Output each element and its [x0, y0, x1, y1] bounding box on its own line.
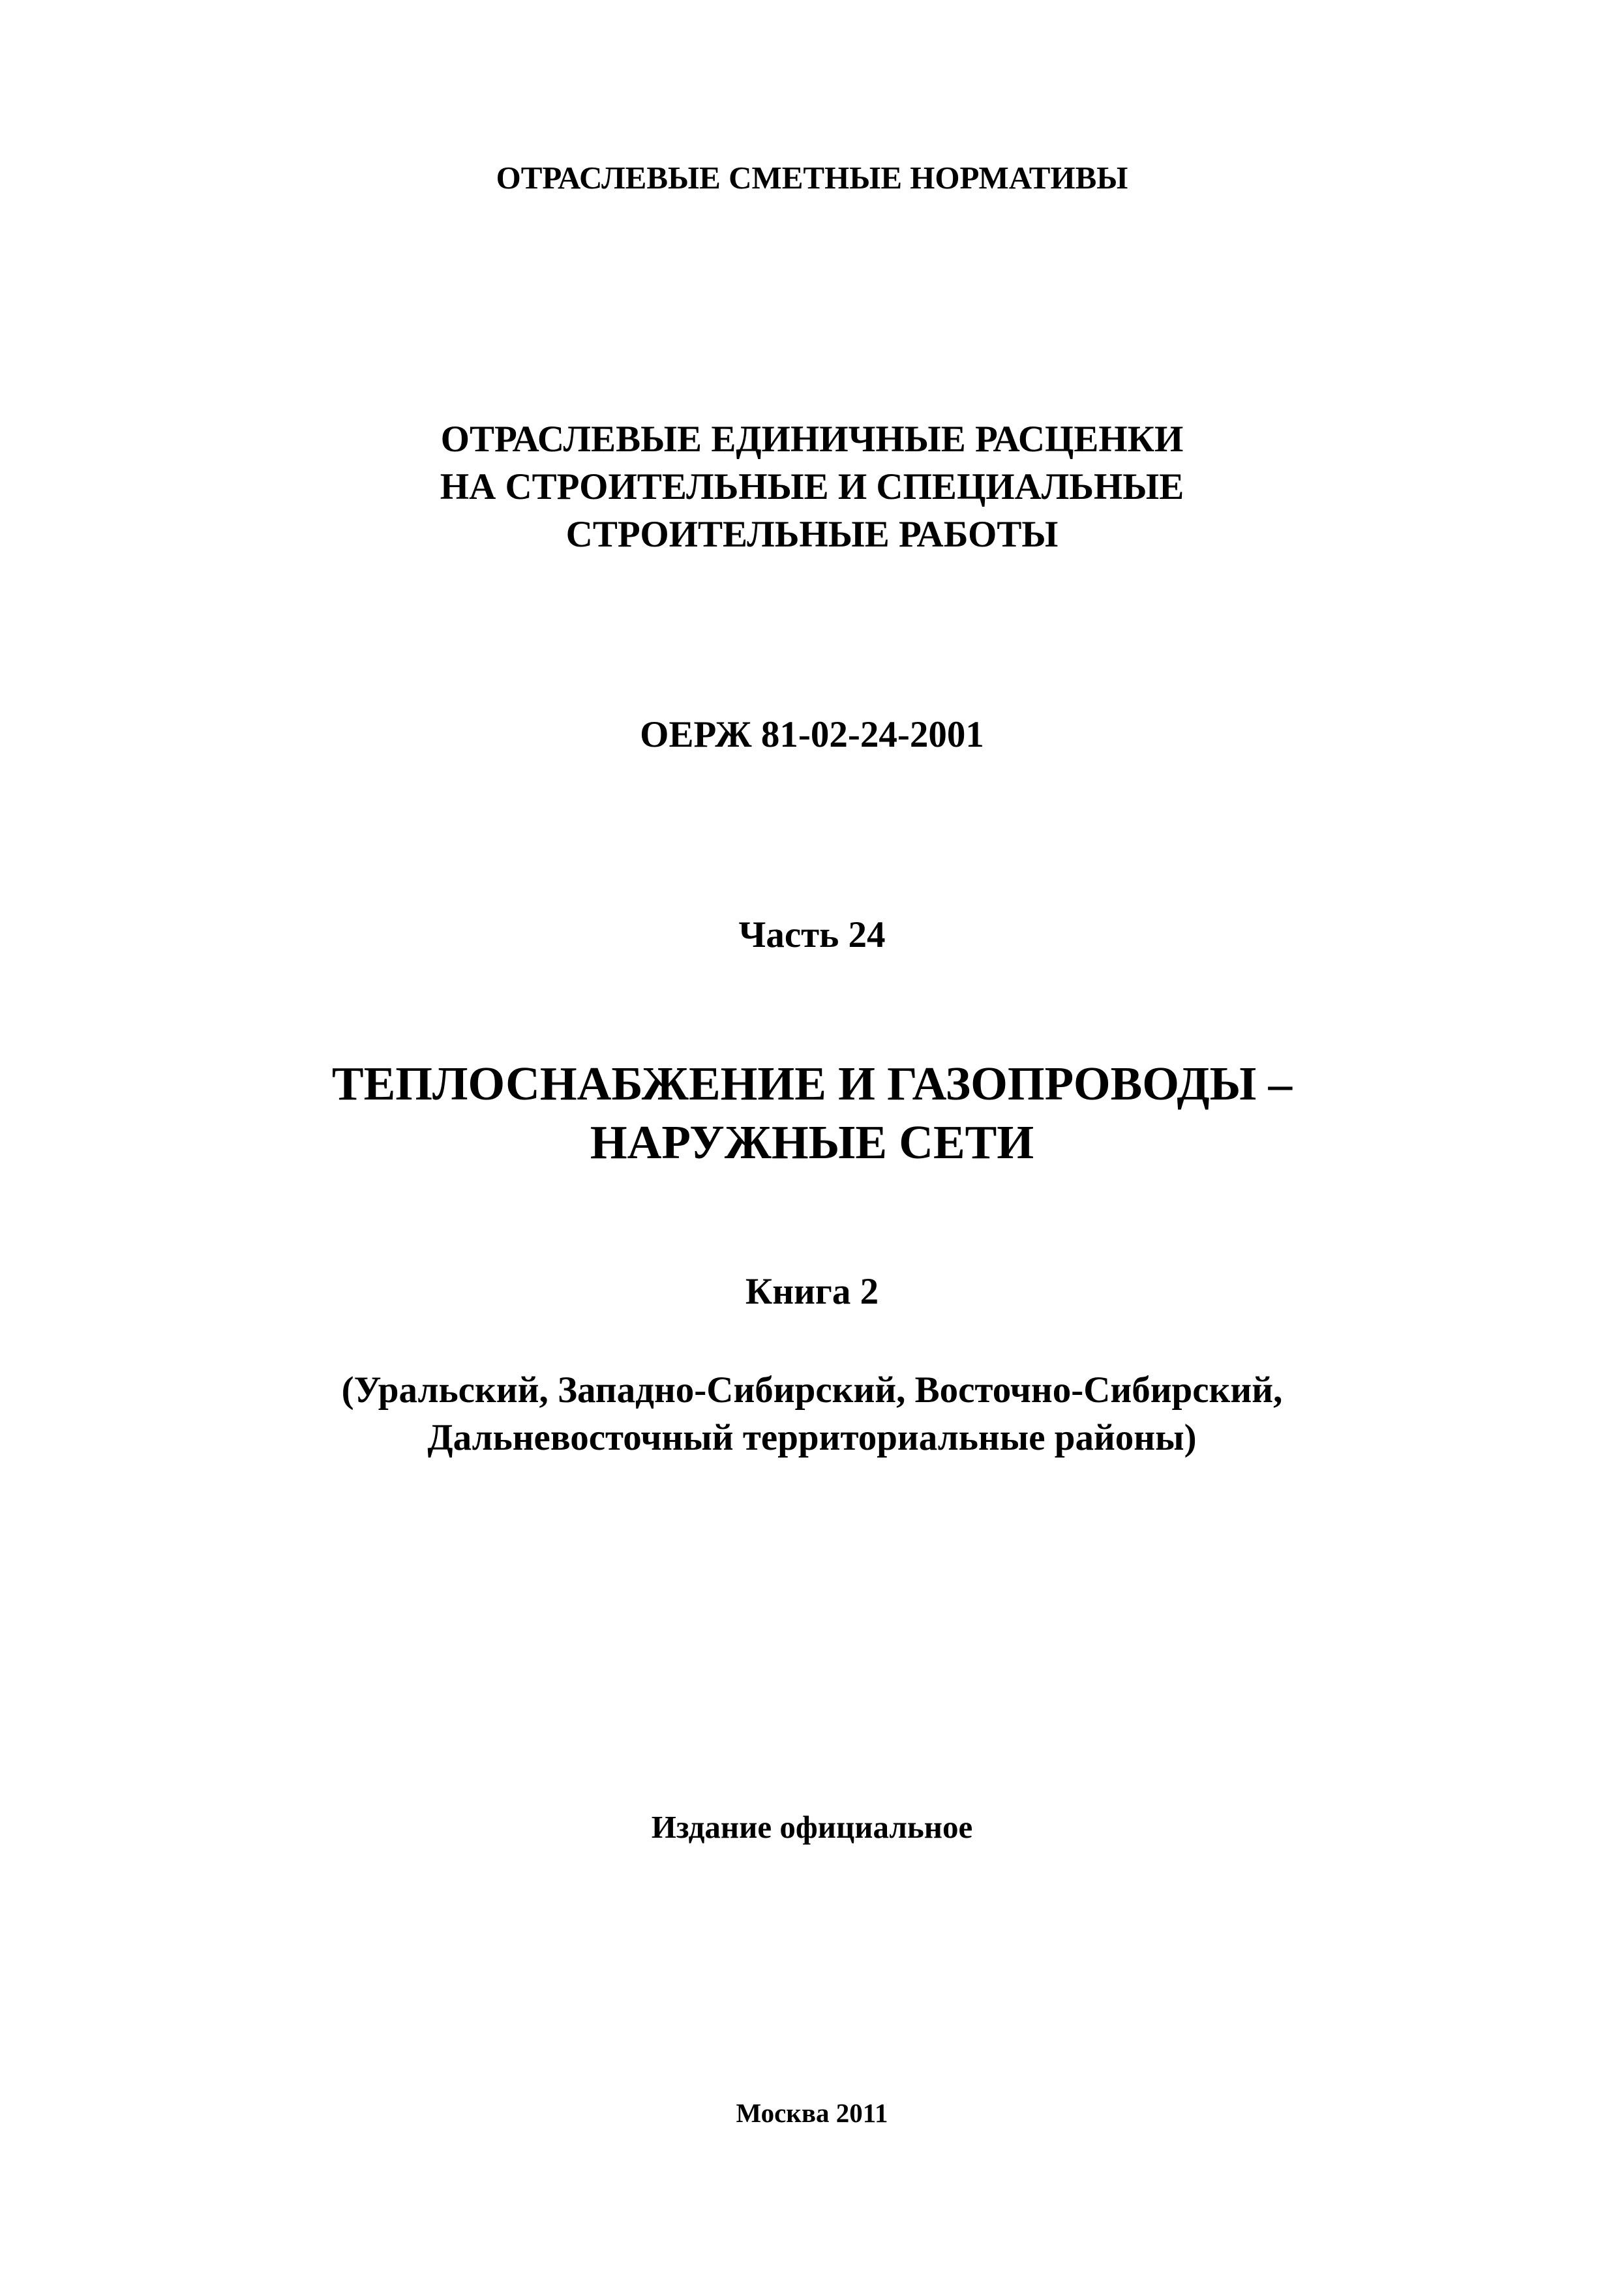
main-title-line-2: НАРУЖНЫЕ СЕТИ: [590, 1116, 1034, 1169]
series-header: ОТРАСЛЕВЫЕ СМЕТНЫЕ НОРМАТИВЫ: [496, 160, 1128, 196]
regions-line-1: (Уральский, Западно-Сибирский, Восточно-Сибирский,: [341, 1369, 1283, 1411]
title-line-1: ОТРАСЛЕВЫЕ ЕДИНИЧНЫЕ РАСЦЕНКИ: [440, 419, 1184, 460]
document-code: ОЕРЖ 81-02-24-2001: [640, 714, 984, 755]
book-number: Книга 2: [745, 1271, 879, 1312]
imprint-city-year: Москва 2011: [736, 2098, 888, 2128]
main-title-line-1: ТЕПЛОСНАБЖЕНИЕ И ГАЗОПРОВОДЫ –: [331, 1057, 1293, 1110]
title-line-2: НА СТРОИТЕЛЬНЫЕ И СПЕЦИАЛЬНЫЕ: [440, 466, 1184, 507]
regions-line-2: Дальневосточный территориальные районы): [427, 1417, 1197, 1458]
title-line-3: СТРОИТЕЛЬНЫЕ РАБОТЫ: [565, 514, 1059, 555]
part-number: Часть 24: [738, 914, 886, 955]
edition-note: Издание официальное: [651, 1809, 973, 1845]
